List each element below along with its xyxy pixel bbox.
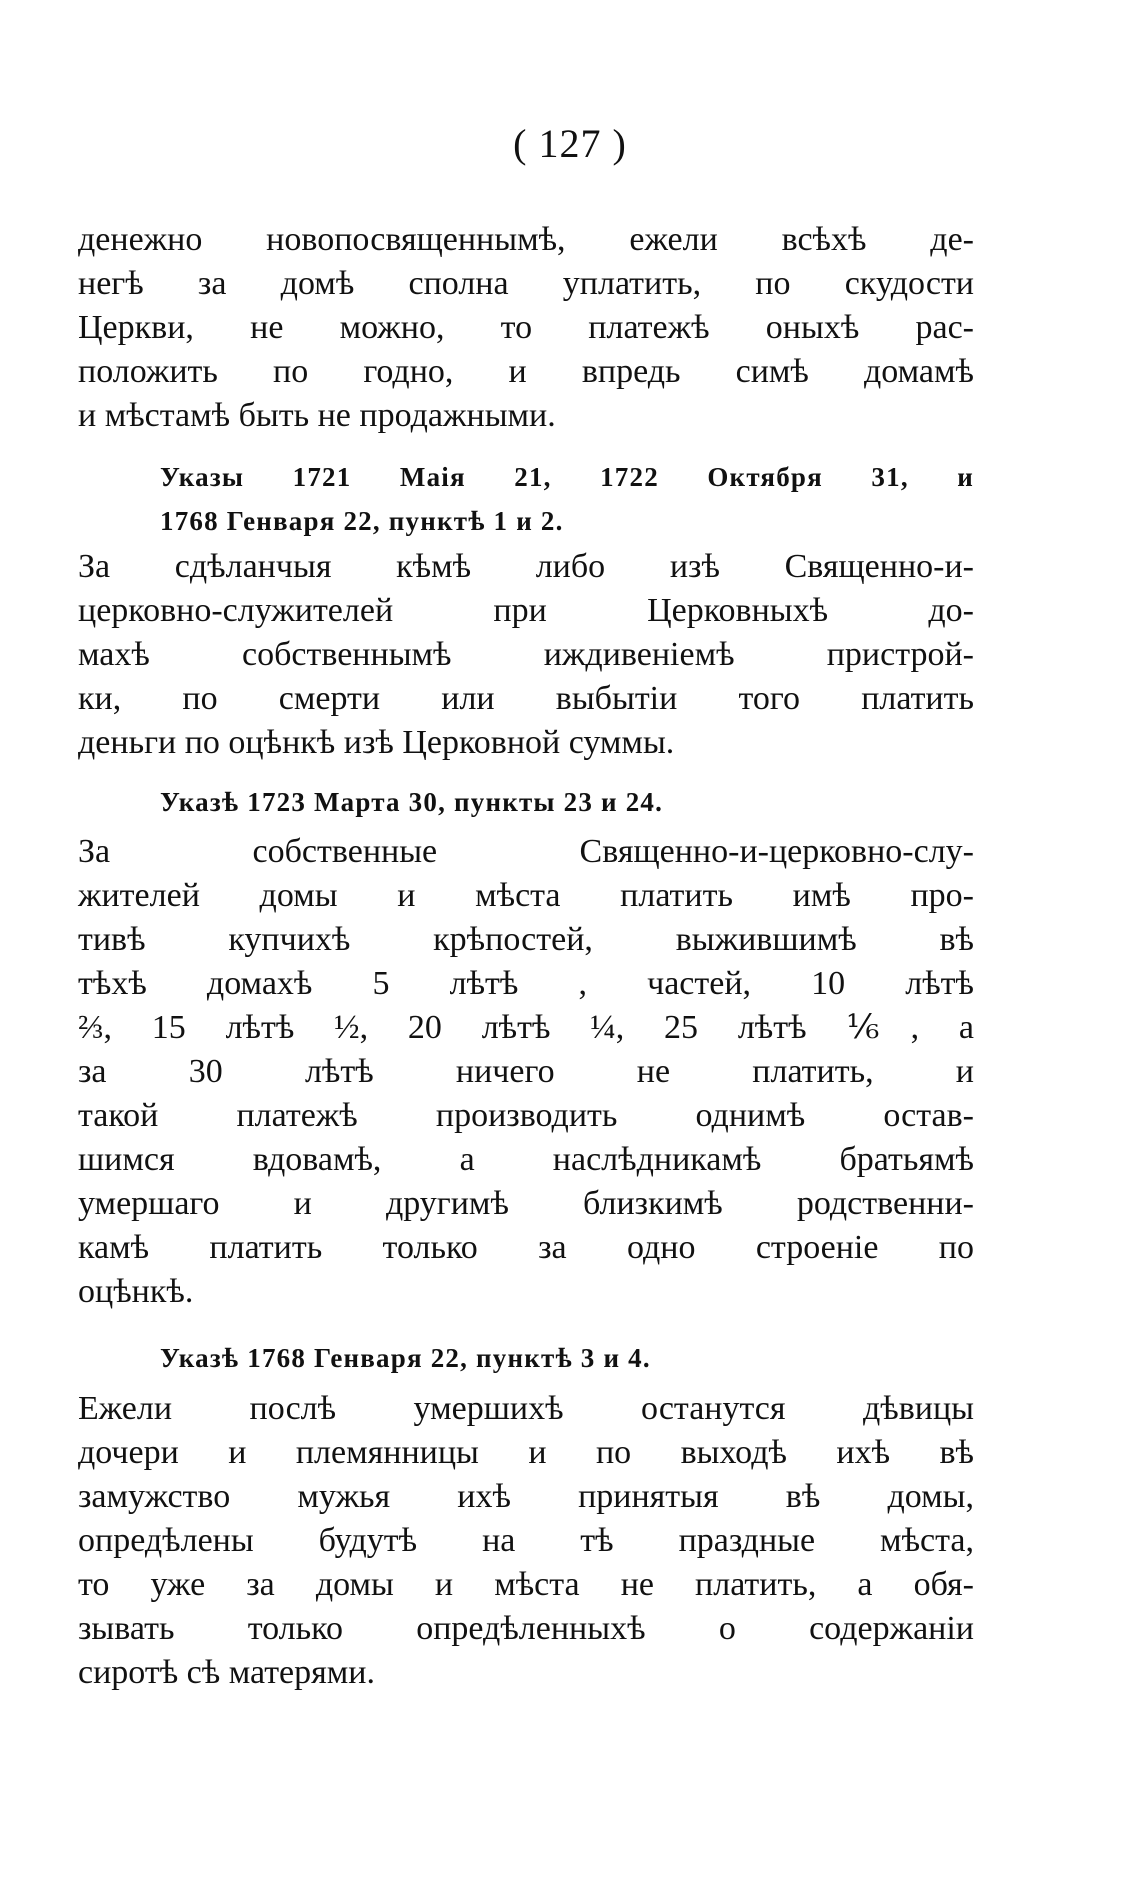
text-line: умершаго и другимѣ близкимѣ родственни-	[78, 1185, 974, 1222]
text-line: церковно-служителей при Церковныхѣ до-	[78, 592, 974, 629]
text-line: тѣхѣ домахѣ 5 лѣтѣ , частей, 10 лѣтѣ	[78, 965, 974, 1002]
paragraph-2	[78, 545, 974, 765]
paragraph-4	[78, 1387, 974, 1695]
text-line: камѣ платить только за одно строеніе по	[78, 1229, 974, 1266]
page-number: ( 127 )	[513, 121, 627, 166]
text-line: жителей домы и мѣста платить имѣ про-	[78, 877, 974, 914]
paragraph-3	[78, 830, 974, 1314]
text-line: Церкви, не можно, то платежѣ оныхѣ рас-	[78, 309, 974, 346]
decree-line: Указы 1721 Маія 21, 1722 Октября 31, и	[160, 462, 974, 492]
text-line: такой платежѣ производить однимѣ остав-	[78, 1097, 974, 1134]
decree-reference-1	[160, 455, 974, 543]
paragraph-1	[78, 218, 974, 438]
text-line: денежно новопосвященнымѣ, ежели всѣхѣ де-	[78, 221, 974, 258]
text-line: дочери и племянницы и по выходѣ ихѣ вѣ	[78, 1434, 974, 1471]
text-line: и мѣстамѣ быть не продажными.	[78, 397, 556, 434]
text-line: то уже за домы и мѣста не платить, а обя-	[78, 1566, 974, 1603]
text-line: За сдѣланчыя кѣмѣ либо изѣ Священно-и-	[78, 548, 974, 585]
text-line: махѣ собственнымѣ иждивеніемѣ пристрой-	[78, 636, 974, 673]
text-line: опредѣлены будутѣ на тѣ праздные мѣста,	[78, 1522, 974, 1559]
text-line: сиротѣ сѣ матерями.	[78, 1654, 376, 1691]
text-line: оцѣнкѣ.	[78, 1273, 194, 1310]
text-line: замужство мужья ихѣ принятыя вѣ домы,	[78, 1478, 974, 1515]
decree-line: Указѣ 1768 Генваря 22, пунктѣ 3 и 4.	[160, 1343, 651, 1373]
text-line: За собственные Священно-и-церковно-слу-	[78, 833, 974, 870]
text-line: за 30 лѣтѣ ничего не платить, и	[78, 1053, 974, 1090]
text-line: ⅔, 15 лѣтѣ ½, 20 лѣтѣ ¼, 25 лѣтѣ ⅙, а	[78, 1009, 974, 1046]
text-line: тивѣ купчихѣ крѣпостей, выжившимѣ вѣ	[78, 921, 974, 958]
decree-line: Указѣ 1723 Марта 30, пункты 23 и 24.	[160, 787, 664, 817]
text-line: ки, по смерти или выбытіи того платить	[78, 680, 974, 717]
text-line: негѣ за домѣ сполна уплатить, по скудости	[78, 265, 974, 302]
decree-line: 1768 Генваря 22, пунктѣ 1 и 2.	[160, 506, 564, 536]
text-line: Ежели послѣ умершихѣ останутся дѣвицы	[78, 1390, 974, 1427]
text-line: деньги по оцѣнкѣ изѣ Церковной суммы.	[78, 724, 675, 761]
decree-reference-2	[160, 780, 974, 824]
decree-reference-3	[160, 1336, 974, 1380]
text-line: положить по годно, и впредь симѣ домамѣ	[78, 353, 974, 390]
text-line: шимся вдовамѣ, а наслѣдникамѣ братьямѣ	[78, 1141, 974, 1178]
text-line: зывать только опредѣленныхѣ о содержаніи	[78, 1610, 974, 1647]
